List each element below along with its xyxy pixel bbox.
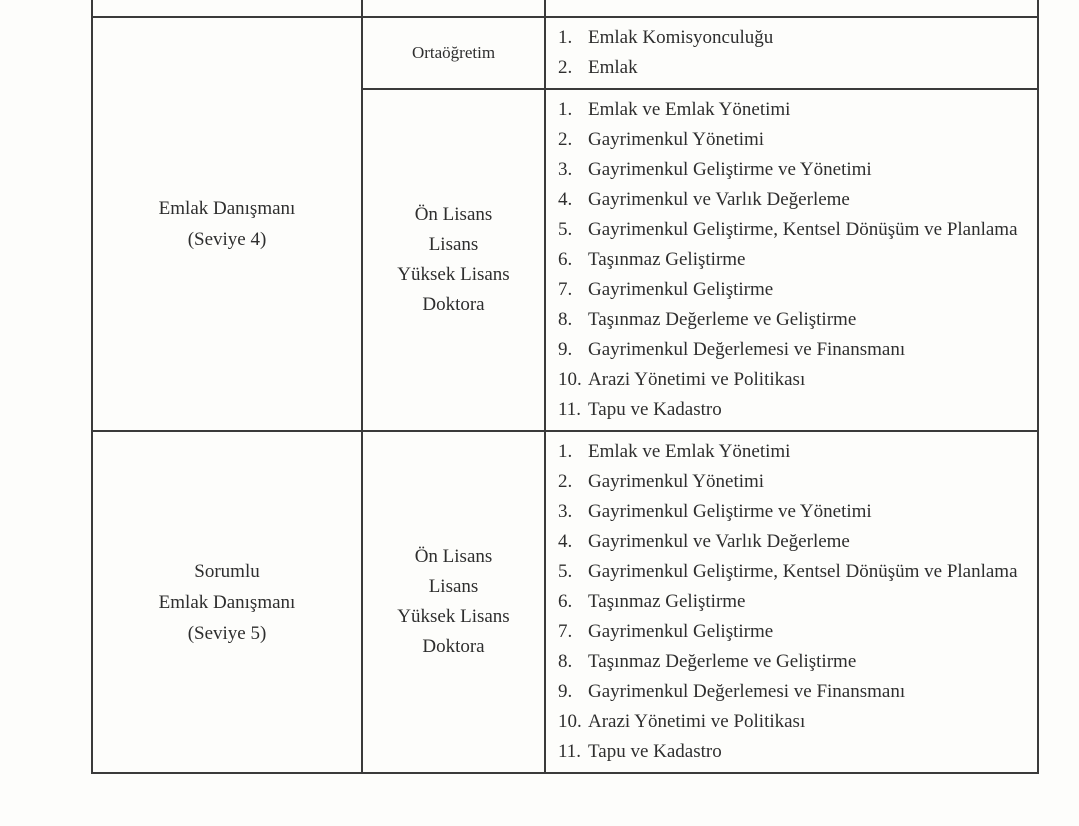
education-level: Ön Lisans — [414, 204, 493, 225]
previous-row-cutoff — [92, 0, 1038, 17]
item-number: 1. — [558, 99, 573, 120]
department-name: Emlak ve Emlak Yönetimi — [588, 441, 791, 462]
list-item — [558, 587, 1029, 617]
department-name: Arazi Yönetimi ve Politikası — [588, 711, 806, 732]
department-list — [546, 90, 1037, 430]
item-number: 4. — [558, 531, 573, 552]
department-name: Gayrimenkul Değerlemesi ve Finansmanı — [588, 681, 906, 702]
occupation-line: (Seviye 5) — [187, 622, 267, 644]
department-name: Emlak — [588, 57, 638, 78]
department-name: Taşınmaz Geliştirme — [588, 249, 746, 270]
item-number: 2. — [558, 57, 573, 78]
list-item — [558, 275, 1029, 305]
occupation-cell — [92, 17, 362, 431]
department-name: Tapu ve Kadastro — [588, 741, 722, 762]
list-item — [558, 647, 1029, 677]
item-number: 11. — [558, 399, 582, 420]
item-number: 7. — [558, 621, 573, 642]
item-number: 6. — [558, 249, 573, 270]
department-name: Emlak Komisyonculuğu — [588, 27, 774, 48]
education-level-cell — [362, 17, 545, 89]
item-number: 5. — [558, 219, 573, 240]
department-name: Tapu ve Kadastro — [588, 399, 722, 420]
list-item — [558, 527, 1029, 557]
department-name: Taşınmaz Değerleme ve Geliştirme — [588, 651, 857, 672]
departments-cell — [545, 431, 1038, 773]
list-item — [558, 737, 1029, 767]
education-level: Ön Lisans — [414, 546, 493, 567]
departments-cell — [545, 89, 1038, 431]
item-number: 11. — [558, 741, 582, 762]
department-name: Gayrimenkul Geliştirme — [588, 279, 774, 300]
department-list — [546, 432, 1037, 772]
education-level: Ortaöğretim — [411, 43, 496, 62]
education-level: Doktora — [422, 294, 485, 315]
list-item — [558, 245, 1029, 275]
list-item — [558, 215, 1029, 245]
department-name: Gayrimenkul Geliştirme, Kentsel Dönüşüm ve Planlama — [588, 219, 1018, 240]
item-number: 3. — [558, 159, 573, 180]
department-name: Emlak ve Emlak Yönetimi — [588, 99, 791, 120]
list-item — [558, 335, 1029, 365]
list-item — [558, 155, 1029, 185]
item-number: 7. — [558, 279, 573, 300]
cell-cutoff — [92, 0, 362, 17]
department-name: Arazi Yönetimi ve Politikası — [588, 369, 806, 390]
education-level: Yüksek Lisans — [397, 606, 510, 627]
qualification-table — [91, 0, 1039, 774]
item-number: 2. — [558, 471, 573, 492]
education-level-cell — [362, 89, 545, 431]
department-name: Gayrimenkul Geliştirme — [588, 621, 774, 642]
departments-cell — [545, 17, 1038, 89]
item-number: 3. — [558, 501, 573, 522]
item-number: 1. — [558, 27, 573, 48]
department-name: Gayrimenkul ve Varlık Değerleme — [588, 189, 850, 210]
item-number: 9. — [558, 681, 573, 702]
department-name: Gayrimenkul ve Varlık Değerleme — [588, 531, 850, 552]
occupation-line: Sorumlu — [194, 560, 260, 582]
department-name: Gayrimenkul Geliştirme ve Yönetimi — [588, 159, 872, 180]
item-number: 10. — [558, 369, 582, 390]
list-item — [558, 125, 1029, 155]
list-item — [558, 677, 1029, 707]
item-number: 9. — [558, 339, 573, 360]
list-item — [558, 23, 1029, 53]
department-name: Gayrimenkul Geliştirme ve Yönetimi — [588, 501, 872, 522]
item-number: 10. — [558, 711, 582, 732]
list-item — [558, 395, 1029, 425]
list-item — [558, 467, 1029, 497]
occupation-line: Emlak Danışmanı — [158, 591, 296, 613]
list-item — [558, 365, 1029, 395]
education-level: Yüksek Lisans — [397, 264, 510, 285]
education-level: Doktora — [422, 636, 485, 657]
occupation-cell — [92, 431, 362, 773]
table-row — [92, 431, 1038, 773]
list-item — [558, 707, 1029, 737]
list-item — [558, 185, 1029, 215]
item-number: 8. — [558, 651, 573, 672]
list-item — [558, 617, 1029, 647]
list-item — [558, 437, 1029, 467]
department-name: Gayrimenkul Değerlemesi ve Finansmanı — [588, 339, 906, 360]
department-name: Gayrimenkul Geliştirme, Kentsel Dönüşüm ve Planlama — [588, 561, 1018, 582]
department-name: Taşınmaz Değerleme ve Geliştirme — [588, 309, 857, 330]
list-item — [558, 497, 1029, 527]
education-level: Lisans — [428, 234, 479, 255]
item-number: 1. — [558, 441, 573, 462]
list-item — [558, 557, 1029, 587]
table-row — [92, 17, 1038, 89]
department-name: Taşınmaz Geliştirme — [588, 591, 746, 612]
education-level-cell — [362, 431, 545, 773]
list-item — [558, 95, 1029, 125]
list-item — [558, 53, 1029, 83]
item-number: 6. — [558, 591, 573, 612]
department-name: Gayrimenkul Yönetimi — [588, 471, 765, 492]
occupation-line: (Seviye 4) — [187, 229, 267, 250]
list-item — [558, 305, 1029, 335]
department-list — [546, 18, 1037, 88]
cell-cutoff — [545, 0, 1038, 17]
item-number: 4. — [558, 189, 573, 210]
education-level: Lisans — [428, 576, 479, 597]
item-number: 2. — [558, 129, 573, 150]
occupation-line: Emlak Danışmanı — [158, 198, 296, 219]
item-number: 5. — [558, 561, 573, 582]
item-number: 8. — [558, 309, 573, 330]
department-name: Gayrimenkul Yönetimi — [588, 129, 765, 150]
cell-cutoff — [362, 0, 545, 17]
